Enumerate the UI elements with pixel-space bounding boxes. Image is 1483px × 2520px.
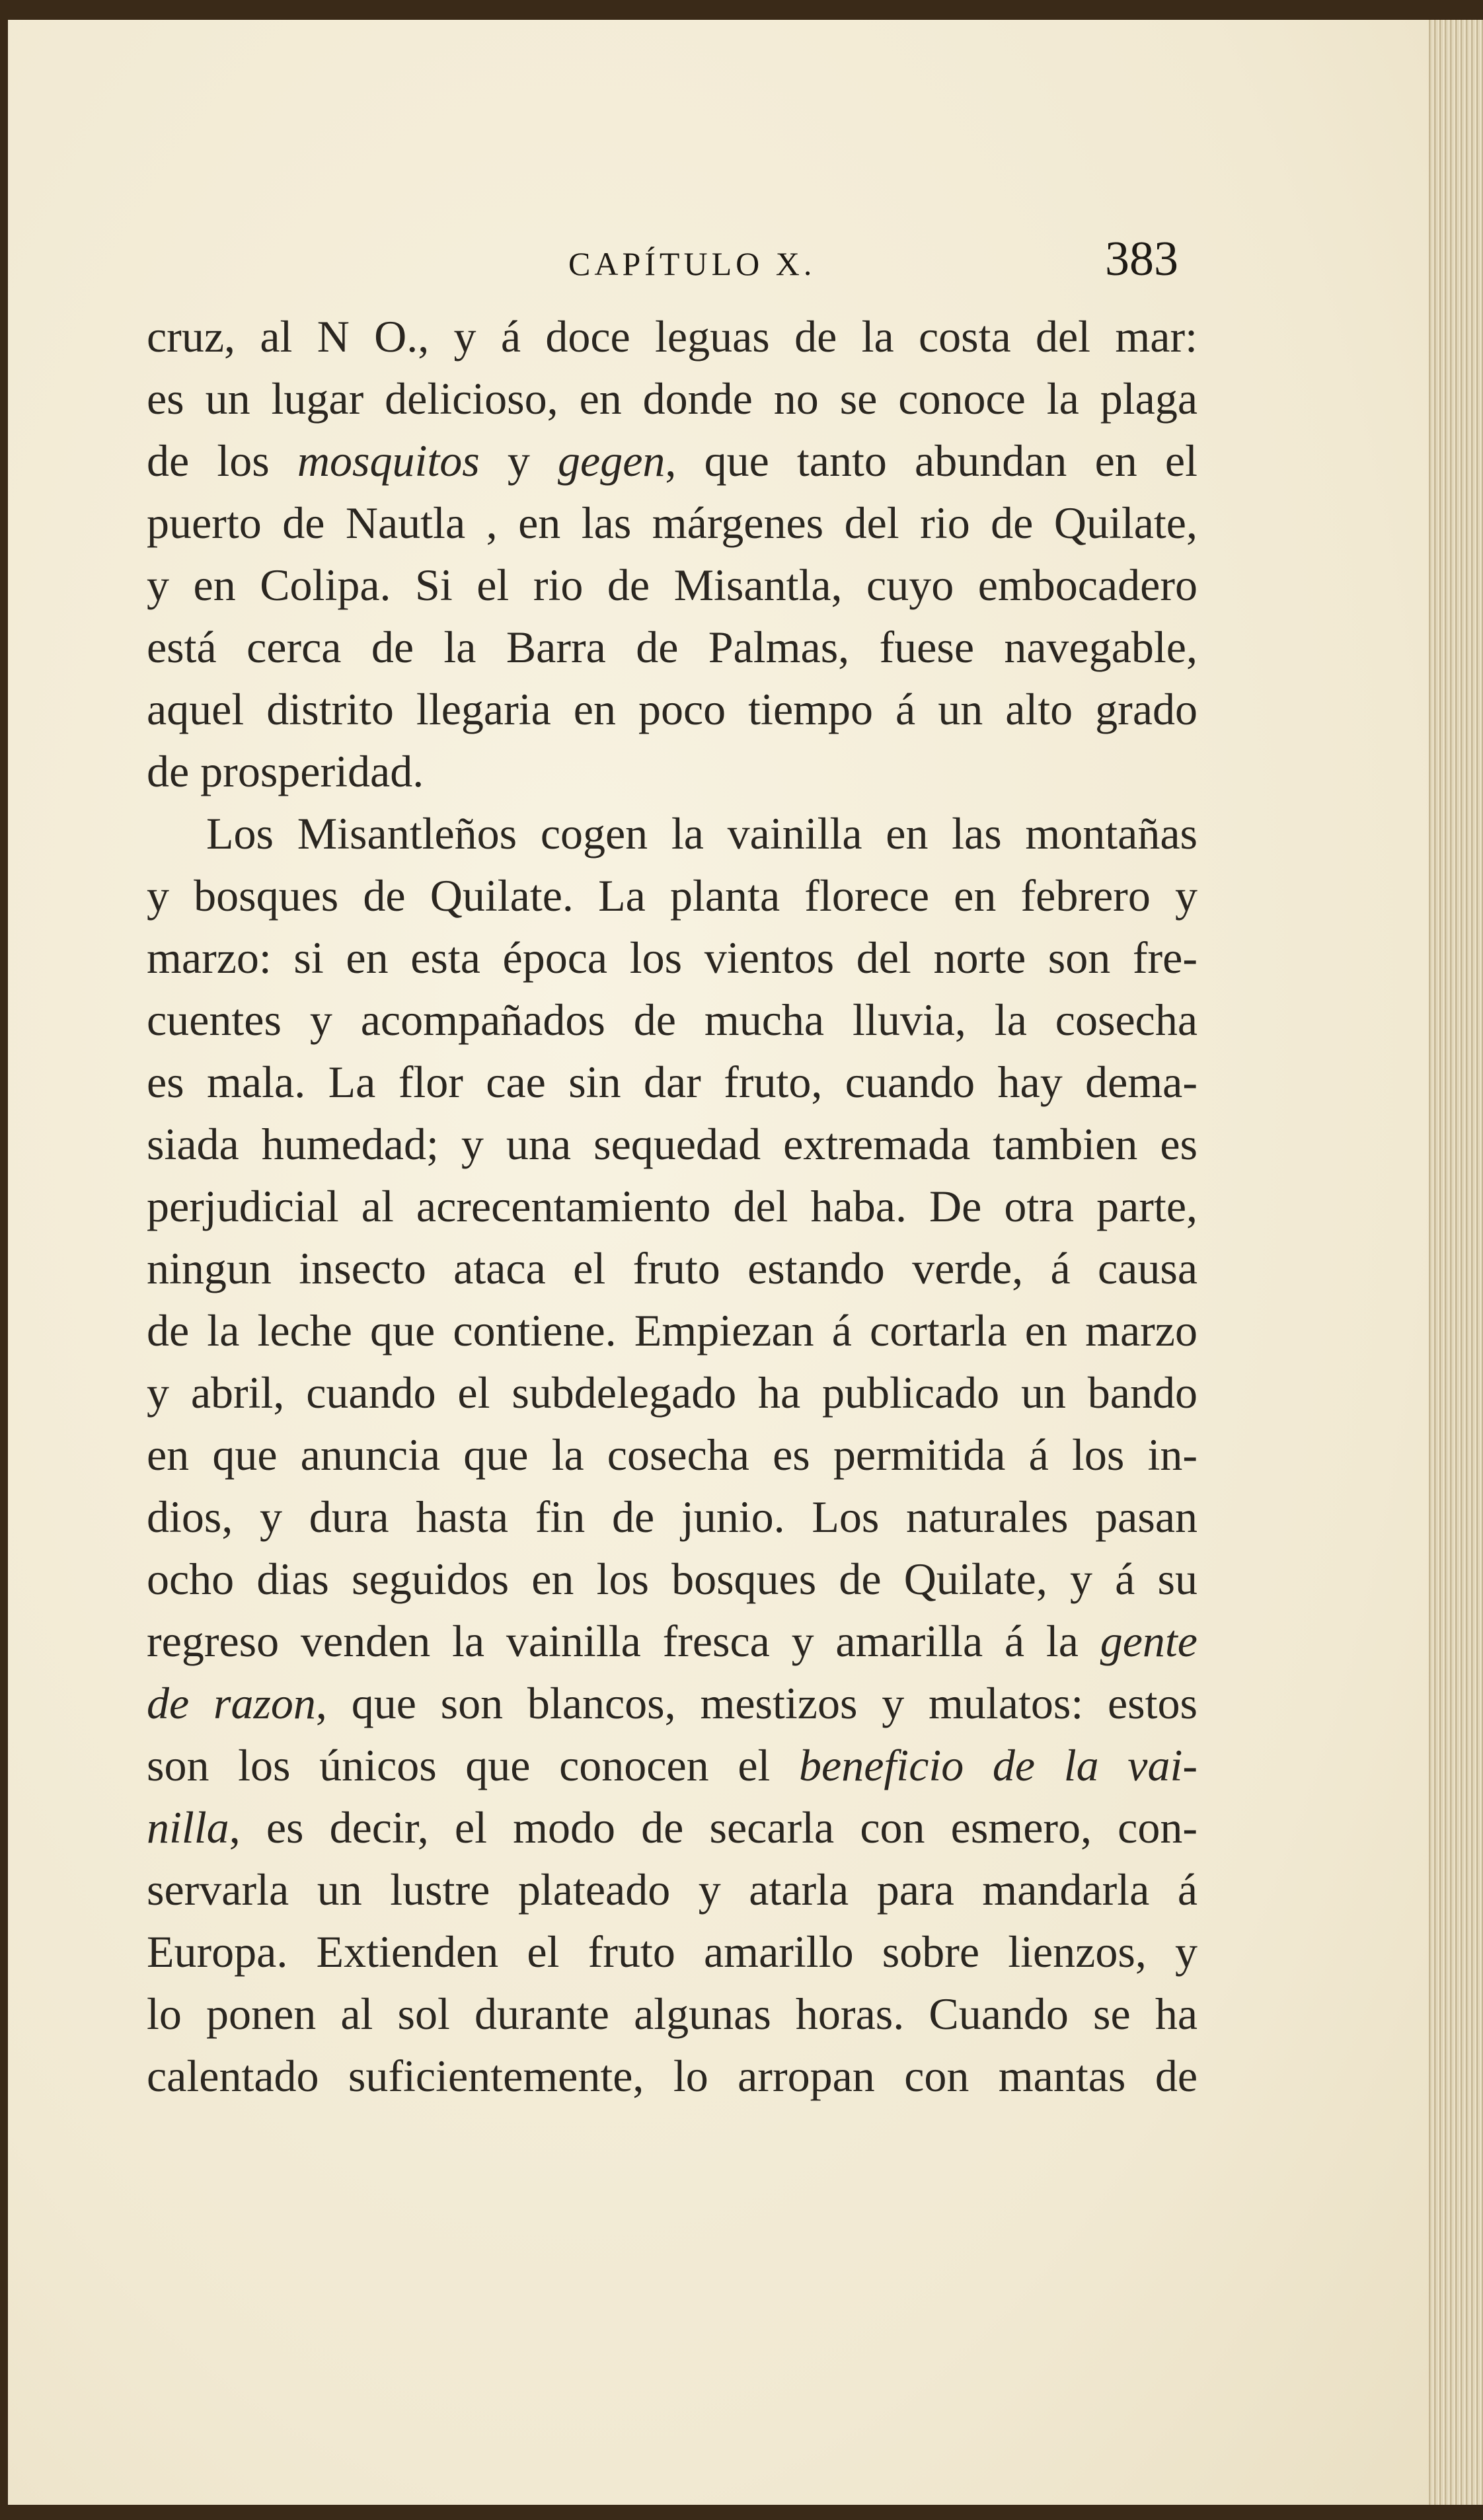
text-line <box>147 616 1198 678</box>
text-span: es mala. La flor cae sin dar fruto, cuando hay dema- <box>147 1057 1198 1107</box>
text-line <box>147 1858 1198 1921</box>
page-number: 383 <box>1105 232 1178 286</box>
text-line <box>147 1672 1198 1734</box>
text-line <box>147 1175 1198 1237</box>
text-line <box>147 1424 1198 1486</box>
text-span: marzo: si en esta época los vientos del norte son fre- <box>147 933 1198 983</box>
book-page-edges <box>1421 20 1483 2505</box>
text-span: servarla un lustre plateado y atarla para mandarla á <box>147 1864 1198 1915</box>
text-span: calentado suficientemente, lo arropan con mantas de <box>147 2051 1198 2101</box>
text-span: y en Colipa. Si el rio de Misantla, cuyo embocadero <box>147 560 1198 610</box>
text-line <box>147 430 1198 492</box>
text-line <box>147 802 1198 864</box>
text-span: de la leche que contiene. Empiezan á cortarla en marzo <box>147 1305 1198 1355</box>
text-line <box>147 2045 1198 2107</box>
text-line <box>147 678 1198 740</box>
text-span: cruz, al N O., y á doce leguas de la costa del mar: <box>147 311 1198 362</box>
text-line <box>147 1796 1198 1858</box>
text-span: en que anuncia que la cosecha es permitida á los in- <box>147 1430 1198 1480</box>
text-line <box>147 367 1198 430</box>
text-line <box>147 1548 1198 1610</box>
text-span: ocho dias seguidos en los bosques de Quilate, y á su <box>147 1554 1198 1604</box>
italic-text: de razon <box>147 1678 316 1728</box>
text-line <box>147 1113 1198 1175</box>
text-span: y <box>479 436 558 486</box>
italic-text: gente <box>1100 1616 1198 1666</box>
text-span: cuentes y acompañados de mucha lluvia, la cosecha <box>147 995 1198 1045</box>
text-span: y abril, cuando el subdelegado ha publicado un bando <box>147 1367 1198 1418</box>
text-span: , es decir, el modo de secarla con esmero, con- <box>229 1802 1198 1852</box>
text-span: Europa. Extienden el fruto amarillo sobre lienzos, y <box>147 1927 1198 1977</box>
text-line <box>147 864 1198 927</box>
text-span: , que tanto abundan en el <box>665 436 1198 486</box>
text-span: Los Misantleños cogen la vainilla en las montañas <box>206 808 1198 859</box>
text-span: regreso venden la vainilla fresca y amarilla á la <box>147 1616 1100 1666</box>
text-span: de los <box>147 436 297 486</box>
text-line <box>147 1237 1198 1299</box>
text-line <box>147 492 1198 554</box>
text-span: perjudicial al acrecentamiento del haba. De otra parte, <box>147 1181 1198 1231</box>
body-text <box>147 305 1198 2107</box>
italic-text: gegen <box>558 436 665 486</box>
text-span: siada humedad; y una sequedad extremada tambien es <box>147 1119 1198 1169</box>
text-line <box>147 554 1198 616</box>
text-line <box>147 1921 1198 1983</box>
text-line <box>147 1299 1198 1361</box>
text-span: es un lugar delicioso, en donde no se conoce la plaga <box>147 373 1198 424</box>
text-span: ningun insecto ataca el fruto estando verde, á causa <box>147 1243 1198 1293</box>
text-span: está cerca de la Barra de Palmas, fuese navegable, <box>147 622 1198 672</box>
text-line <box>147 1983 1198 2045</box>
text-line <box>147 927 1198 989</box>
text-line <box>147 740 1198 802</box>
italic-text: mosquitos <box>297 436 480 486</box>
text-span: lo ponen al sol durante algunas horas. Cuando se ha <box>147 1989 1198 2039</box>
text-span: , que son blancos, mestizos y mulatos: estos <box>315 1678 1198 1728</box>
text-line <box>147 1610 1198 1672</box>
chapter-heading: CAPÍTULO X. <box>568 245 816 282</box>
text-span: dios, y dura hasta fin de junio. Los naturales pasan <box>147 1492 1198 1542</box>
text-line <box>147 989 1198 1051</box>
text-span: son los únicos que conocen el <box>147 1740 800 1790</box>
text-line <box>147 1486 1198 1548</box>
italic-text: nilla <box>147 1802 229 1852</box>
text-line <box>147 1734 1198 1796</box>
text-span: puerto de Nautla , en las márgenes del rio de Quilate, <box>147 498 1198 548</box>
text-line <box>147 1361 1198 1424</box>
text-span: aquel distrito llegaria en poco tiempo á un alto grado <box>147 684 1198 734</box>
text-span: y bosques de Quilate. La planta florece en febrero y <box>147 870 1198 921</box>
text-span: de prosperidad. <box>147 746 424 796</box>
text-line <box>147 1051 1198 1113</box>
book-page <box>8 20 1429 2505</box>
italic-text: beneficio de la vai- <box>799 1740 1198 1790</box>
running-head <box>8 231 1429 297</box>
text-line <box>147 305 1198 367</box>
